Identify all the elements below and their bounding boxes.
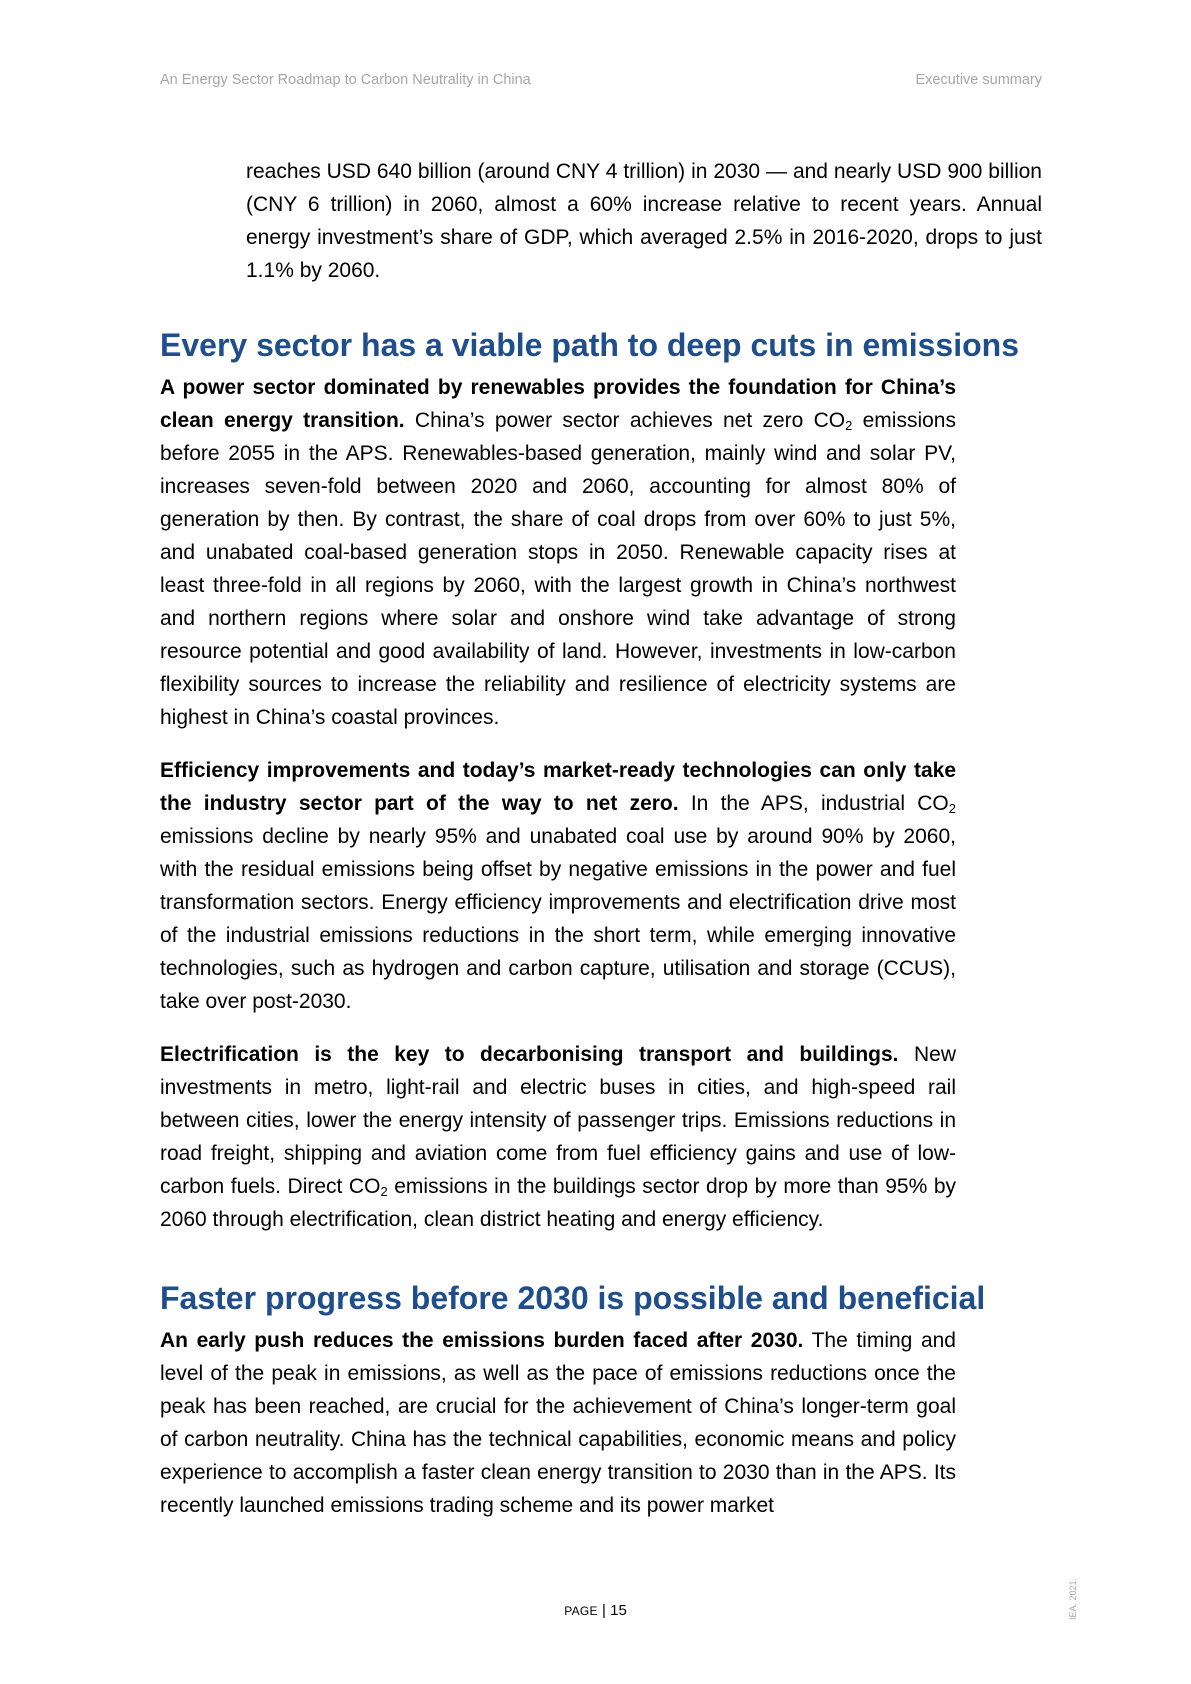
subscript: 2: [380, 1184, 388, 1199]
paragraph-lead-bold: Electrification is the key to decarbonising transport and buildings.: [160, 1043, 899, 1066]
paragraph-early-push: [160, 1324, 956, 1522]
paragraph-text: emissions decline by nearly 95% and unabated coal use by around 90% by 2060, with the residual emissions being offset by negative emissions in the power and fuel transformation sectors. Energy efficiency improvements and electrification drive most of the industrial emissions reductions in the short term, while emerging innovative technologies, such as hydrogen and carbon capture, utilisation and storage (CCUS), take over post-2030.: [160, 825, 956, 1013]
paragraph-industry: [160, 754, 956, 1018]
page-number: 15: [610, 1602, 627, 1619]
subscript: 2: [845, 418, 853, 433]
paragraph-lead-bold: Efficiency improvements and today’s market-ready technologies can only take the industry sector part of the way to net zero.: [160, 759, 956, 815]
paragraph-power-sector: [160, 371, 956, 734]
page-separator: |: [602, 1602, 606, 1619]
running-header-title: An Energy Sector Roadmap to Carbon Neutrality in China: [160, 72, 531, 88]
page-label: PAGE: [564, 1604, 598, 1618]
paragraph-text: In the APS, industrial CO: [678, 792, 949, 815]
running-header-section: Executive summary: [915, 72, 1042, 88]
section-heading-sectors: Every sector has a viable path to deep cuts in emissions: [160, 327, 1019, 363]
paragraph-text: emissions before 2055 in the APS. Renewables-based generation, mainly wind and solar PV, increases seven-fold between 2020 and 2060, accounting for almost 80% of generation by then. By contrast, the share of coal drops from over 60% to just 5%, and unabated coal-based generation stops in 2050. Renewable capacity rises at least three-fold in all regions by 2060, with the largest growth in China’s northwest and northern regions where solar and onshore wind take advantage of strong resource potential and good availability of land. However, investments in low-carbon flexibility sources to increase the reliability and resilience of electricity systems are highest in China’s coastal provinces.: [160, 409, 956, 729]
paragraph-lead-bold: A power sector dominated by renewables provides the foundation for China’s clean energy transition.: [160, 376, 956, 432]
copyright-notice: IEA. 2021.: [1068, 1577, 1078, 1620]
paragraph-text: China’s power sector achieves net zero CO: [404, 409, 846, 432]
paragraph-lead-bold: An early push reduces the emissions burden faced after 2030.: [160, 1329, 804, 1352]
paragraph-investment: reaches USD 640 billion (around CNY 4 trillion) in 2030 — and nearly USD 900 billion (CNY 6 trillion) in 2060, almost a 60% increase relative to recent years. Annual energy investment’s share of GDP, which averaged 2.5% in 2016-2020, drops to just 1.1% by 2060.: [246, 160, 1042, 282]
paragraph-text: The timing and level of the peak in emissions, as well as the pace of emissions reductions once the peak has been reached, are crucial for the achievement of China’s longer-term goal of carbon neutrality. China has the technical capabilities, economic means and policy experience to accomplish a faster clean energy transition to 2030 than in the APS. Its recently launched emissions trading scheme and its power market: [160, 1329, 956, 1517]
page-footer: [0, 1602, 1191, 1619]
paragraph-text: emissions in the buildings sector drop by more than 95% by 2060 through electrification, clean district heating and energy efficiency.: [160, 1175, 956, 1231]
paragraph-text: New investments in metro, light-rail and electric buses in cities, and high-speed rail between cities, lower the energy intensity of passenger trips. Emissions reductions in road freight, shipping and aviation come from fuel efficiency gains and use of low-carbon fuels. Direct CO: [160, 1043, 956, 1198]
section-heading-faster-progress: Faster progress before 2030 is possible and beneficial: [160, 1280, 986, 1316]
page-content: [160, 155, 1042, 1522]
subscript: 2: [948, 801, 956, 816]
paragraph-transport-buildings: [160, 1038, 956, 1236]
